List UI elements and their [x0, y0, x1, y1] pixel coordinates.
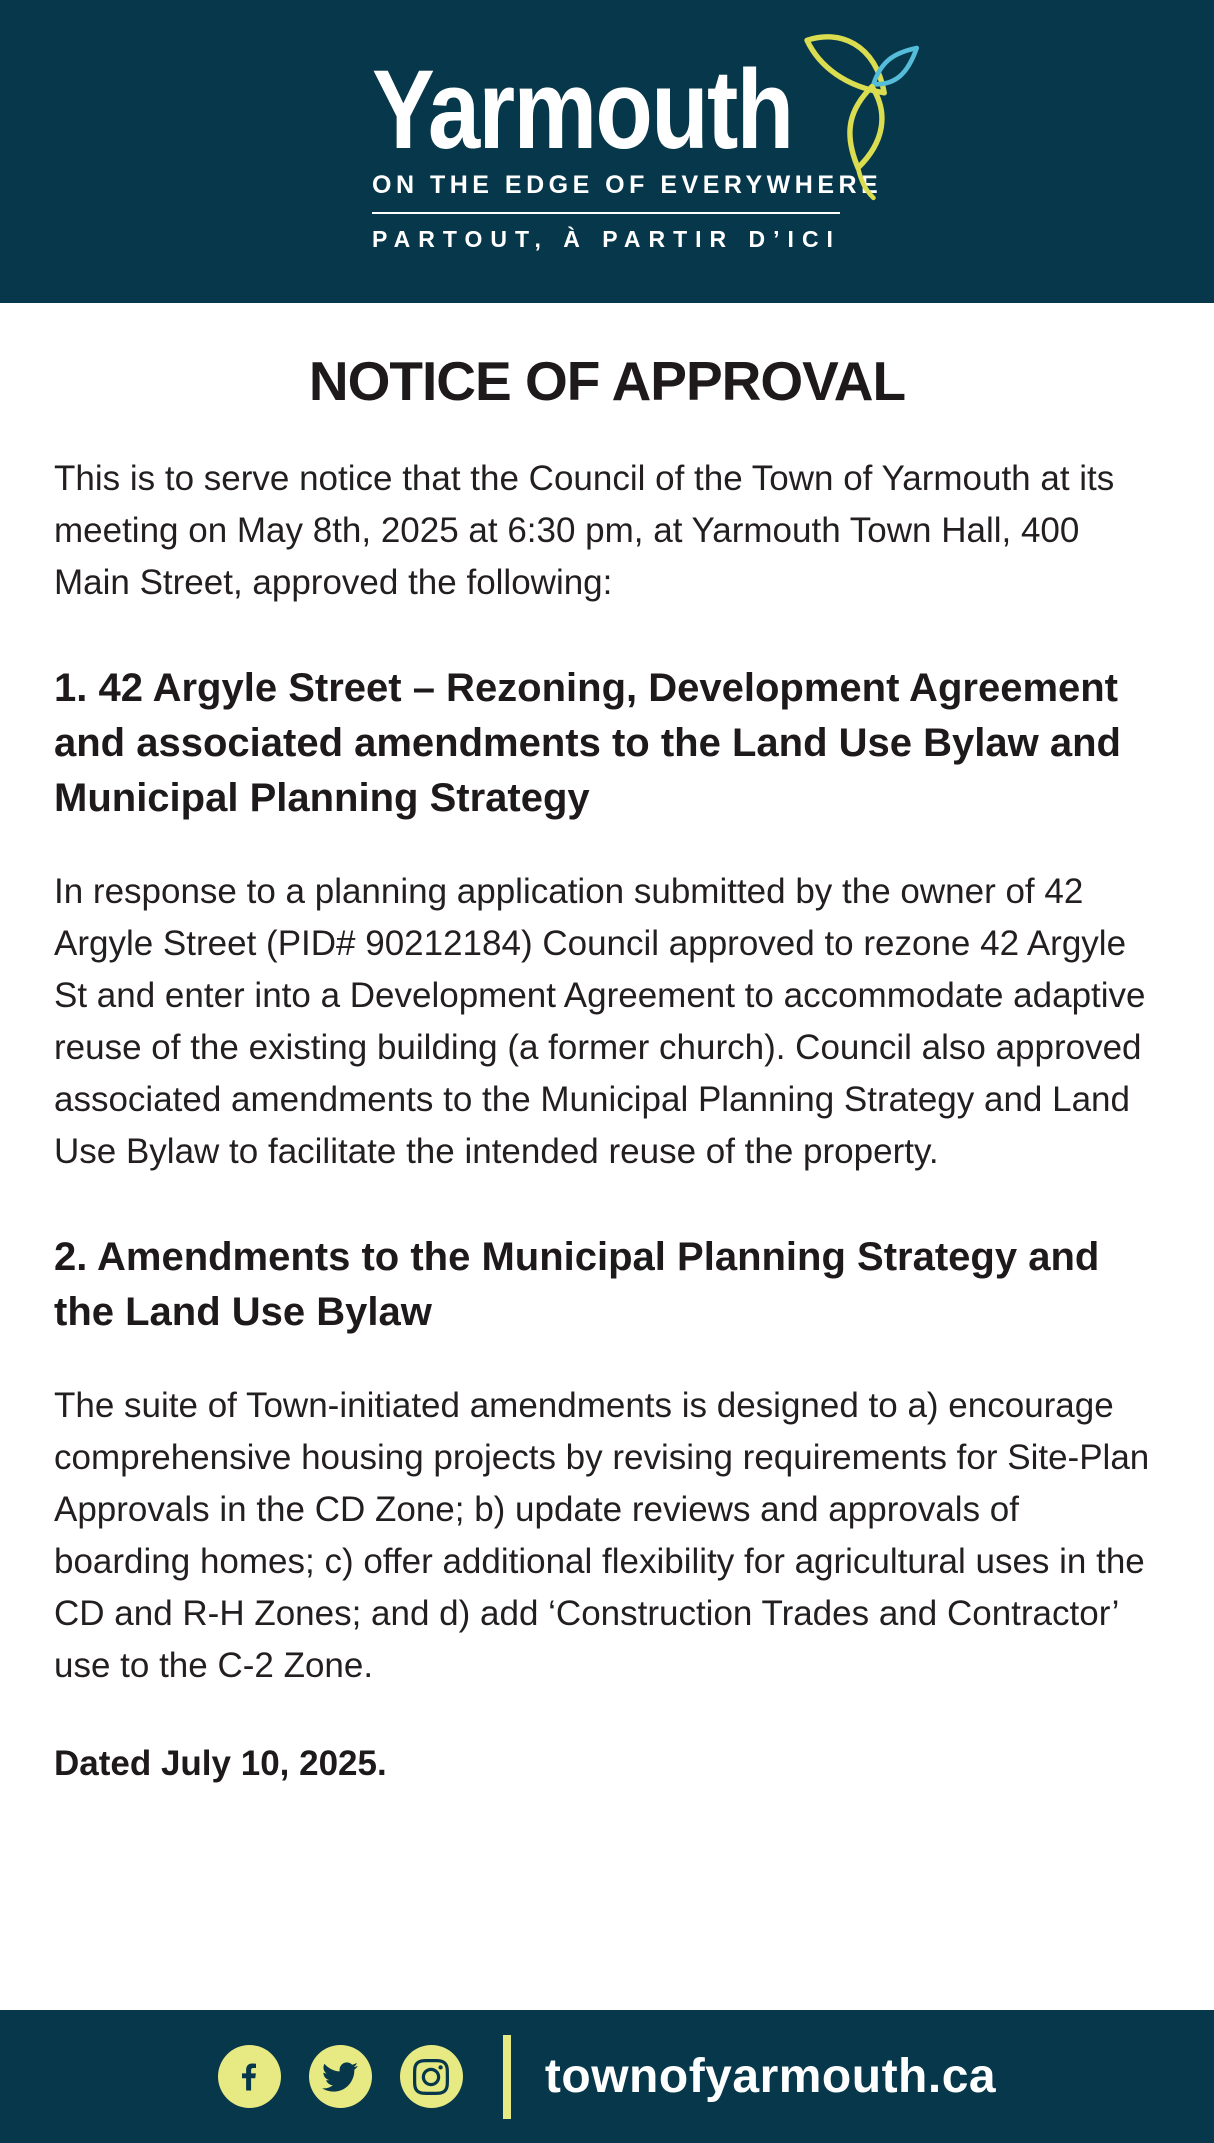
section-1-heading: 1. 42 Argyle Street – Rezoning, Development Agreement and associated amendments to the Land Use Bylaw and Municipal Planning Strategy [54, 666, 1121, 820]
page-footer [0, 2010, 1214, 2143]
section-1-body: In response to a planning application submitted by the owner of 42 Argyle Street (PID# 90212184) Council approved to rezone 42 Argyle St and enter into a Development Agreement to accommodate adaptive reuse of the existing building (a former church). Council also approved associated amendments to the Municipal Planning Strategy and Land Use Bylaw to facilitate the intended reuse of the property. [54, 872, 1146, 1171]
facebook-icon [231, 2059, 267, 2095]
social-row [218, 2045, 463, 2108]
tagline-english: ON THE EDGE OF EVERYWHERE [372, 171, 883, 200]
footer-divider [503, 2035, 511, 2119]
facebook-button[interactable] [218, 2045, 281, 2108]
page-header [0, 0, 1214, 303]
section-2-body: The suite of Town-initiated amendments is designed to a) encourage comprehensive housing projects by revising requirements for Site-Plan Approvals in the CD Zone; b) update reviews and approvals of boarding homes; c) offer additional flexibility for agricultural uses in the CD and R-H Zones; and d) add ‘Construction Trades and Contractor’ use to the C-2 Zone. [54, 1386, 1150, 1685]
leaf-sprout-icon [790, 12, 960, 225]
notice-body [0, 303, 1214, 1950]
website-url[interactable]: townofyarmouth.ca [544, 2050, 997, 2103]
yarmouth-logo [372, 47, 883, 253]
logo-divider [372, 212, 840, 214]
intro-paragraph: This is to serve notice that the Council of the Town of Yarmouth at its meeting on May 8th, 2025 at 6:30 pm, at Yarmouth Town Hall, 400 Main Street, approved the following: [54, 459, 1115, 602]
dated-line: Dated July 10, 2025. [54, 1744, 387, 1783]
twitter-icon [322, 2059, 358, 2095]
section-2-heading: 2. Amendments to the Municipal Planning Strategy and the Land Use Bylaw [54, 1235, 1100, 1334]
tagline-french: PARTOUT, À PARTIR D’ICI [372, 226, 841, 253]
instagram-icon [413, 2059, 449, 2095]
instagram-button[interactable] [400, 2045, 463, 2108]
brand-wordmark: Yarmouth [372, 47, 793, 172]
page-title: NOTICE OF APPROVAL [308, 350, 906, 412]
twitter-button[interactable] [309, 2045, 372, 2108]
